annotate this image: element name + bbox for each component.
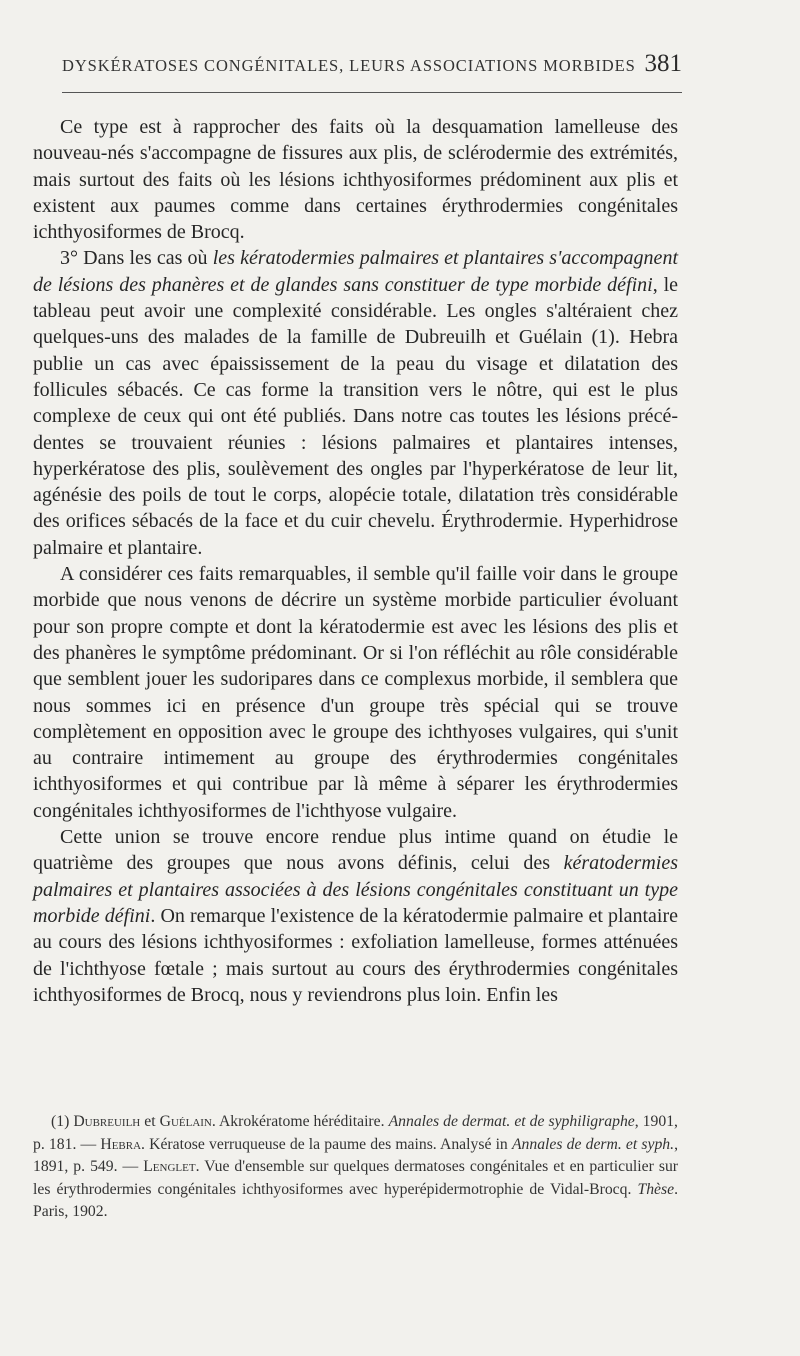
page-number: 381 bbox=[644, 50, 682, 77]
author-name: Guélain bbox=[159, 1113, 212, 1130]
page-header bbox=[62, 50, 682, 78]
author-name: Hebra bbox=[100, 1135, 142, 1153]
footnotes bbox=[33, 1111, 678, 1224]
paragraph-2: 3° Dans les cas où les kératodermies palmaires et plantaires s'accompagnent de lésions des phanères et de glandes sans constituer de type morbide défini, le tableau peut avoir une complexité considérable. Les ongles s'altéraient chez quelques-uns des malades de la famille de Dubreuilh et Guélain (1). Hebra publie un cas avec épaississement de la peau du visage et dilatation des follicules sébacés. Ce cas forme la transition vers le nôtre, qui est le plus complexe de ceux qui ont été publiés. Dans notre cas toutes les lésions précédentes se trouvaient réunies : lésions palmaires et plantaires intenses, hyperkératose des plis, soulèvement des ongles par l'hyperkératose de leur lit, agénésie des poils de tout le corps, alopécie totale, dilatation très considérable des orifices sébacés de la face et du cuir chevelu. Érythrodermie. Hyperhidrose palmaire et plantaire. bbox=[33, 247, 678, 559]
author-name: Dubreuilh bbox=[73, 1113, 141, 1130]
paragraph-1: Ce type est à rapprocher des faits où la desquamation lamelleuse des nouveau-nés s'accompagne de fissures aux plis, de sclérodermie des extrémités, mais surtout des faits où les lésions ichthyosiformes prédominent aux plis et existent aux paumes comme dans certaines érythrodermies congénitales ichthyosiformes de Brocq. bbox=[33, 116, 678, 244]
body-text bbox=[33, 114, 678, 1008]
author-name: Lenglet bbox=[143, 1158, 196, 1175]
paragraph-3: A considérer ces faits remarquables, il semble qu'il faille voir dans le groupe morbide que nous venons de décrire un système morbide particulier évoluant pour son propre compte et dont la kératodermie est avec les lésions des plis et des phanères le symptôme prédominant. Or si l'on réfléchit au rôle considérable que semblent jouer les sudoripares dans ce complexus morbide, il semblera que nous sommes ici en présence d'un groupe très spécial qui se trouve complètement en opposition avec le groupe des ichthyoses vulgaires, qui s'unit au contraire intimement au groupe des érythrodermies congénitales ichthyosiformes et qui contribue par là même à séparer les érythrodermies congénitales ichthyosiformes de l'ichthyose vulgaire. bbox=[33, 563, 678, 822]
journal-title: Annales de derm. et syph. bbox=[511, 1135, 675, 1153]
running-title: DYSKÉRATOSES CONGÉNITALES, LEURS ASSOCIATIONS MORBIDES bbox=[62, 56, 636, 75]
footnote-1: (1) Dubreuilh et Guélain. Akrokératome héréditaire. Annales de dermat. et de syphiligraphe, 1901, p. 181. — Hebra. Kératose verruqueuse de la paume des mains. Analysé in Annales de derm. et syph., 1891, p. 549. — Lenglet. Vue d'ensemble sur quelques dermatoses congénitales et en particulier sur les érythrodermies congénitales ichthyosiformes avec hyperépidermotrophie de Vidal-Brocq. Thèse. Paris, 1902. bbox=[33, 1113, 679, 1220]
italic-emphasis: les kératodermies palmaires et plantaires s'accompagnent de lésions des phanères et de glandes sans constituer de type morbide défini bbox=[33, 247, 678, 296]
journal-title: Annales de dermat. et de syphiligraphe bbox=[388, 1113, 635, 1130]
thesis-label: Thèse bbox=[637, 1180, 675, 1198]
italic-emphasis: kératodermies palmaires et plantaires associées à des lésions congénitales constituant un type morbide défini bbox=[33, 852, 678, 927]
paragraph-4: Cette union se trouve encore rendue plus intime quand on étudie le quatrième des groupes que nous avons définis, celui des kératodermies palmaires et plantaires associées à des lésions congénitales constituant un type morbide défini. On remarque l'existence de la kératodermie palmaire et plantaire au cours des lésions ichthyosiformes : exfoliation lamelleuse, formes atténuées de l'ichthyose fœtale ; mais surtout au cours des érythrodermies congénitales ichthyosiformes de Brocq, nous y reviendrons plus loin. Enfin les bbox=[33, 826, 678, 1006]
header-rule bbox=[62, 92, 682, 93]
